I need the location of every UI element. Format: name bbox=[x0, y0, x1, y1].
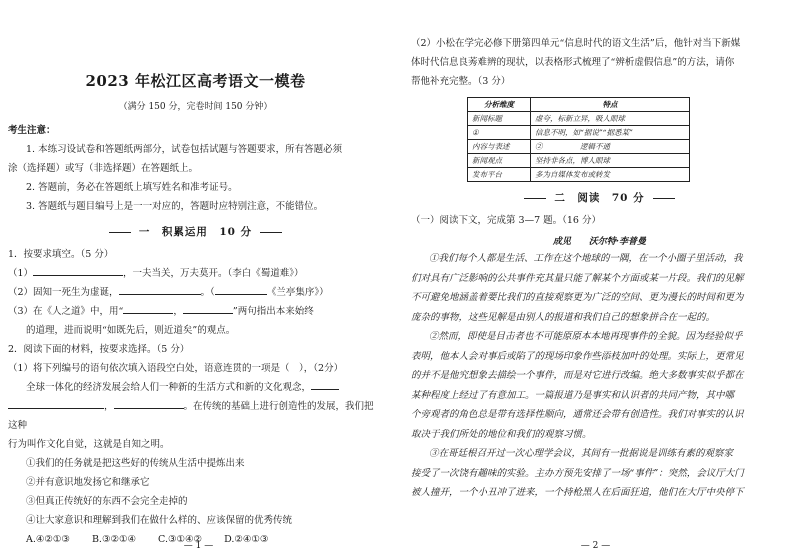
table-cell: 内容与表述 bbox=[468, 140, 531, 154]
question-1-2 bbox=[8, 283, 383, 302]
q1-2-text: （2）固知一死生为虚诞， bbox=[8, 287, 119, 298]
para-2-line-2: 表明，他本人会对事后或陷了的现场印象作些添枝加叶的处理。实际上，更常见 bbox=[411, 350, 744, 362]
notice-heading: 考生注意： bbox=[8, 125, 56, 136]
q1-1-label: （1） bbox=[8, 268, 34, 279]
page-number-left: — 1 — bbox=[183, 541, 214, 551]
question-1-3-cont: 的道理，进而说明“如既先后，则近道矣”的观点。 bbox=[26, 325, 236, 336]
para-3-line-3: 被人撞开，一个小丑冲了进来，一个持枪黑人在后面狂追，他们在大厅中央停下 bbox=[411, 487, 744, 498]
section-1-title bbox=[8, 224, 383, 239]
q2-item-1: ①我们的任务就是把这些好的传统从生活中提炼出来 bbox=[26, 458, 245, 469]
answer-blank[interactable] bbox=[123, 303, 173, 314]
rule-right bbox=[653, 198, 675, 199]
table-cell: 发布平台 bbox=[468, 168, 531, 182]
analysis-table bbox=[467, 97, 690, 182]
answer-blank[interactable] bbox=[119, 284, 201, 295]
q1-2-mid: 。（ bbox=[200, 287, 215, 298]
q2-item-3: ③但真正传统好的东西不会完全走掉的 bbox=[26, 496, 188, 507]
answer-blank[interactable] bbox=[215, 284, 267, 295]
table-row bbox=[468, 168, 690, 182]
q2-2-line-2: 体时代信息良莠难辨的现状，以表格形式梳理了“辨析虚假信息”的方法，请你 bbox=[411, 57, 735, 68]
answer-blank[interactable] bbox=[183, 303, 233, 314]
answer-blank[interactable] bbox=[114, 398, 184, 409]
para-1-line-4: 庞杂的事物，这些见解是由别人的报道和我们自己的想象拼合在一起的。 bbox=[411, 311, 716, 323]
q2-passage-3: 行为叫作文化自觉，这就是自知之明。 bbox=[8, 439, 170, 450]
question-1: 1．按要求填空。（5 分） bbox=[8, 249, 114, 260]
right-page bbox=[397, 0, 794, 559]
para-2-line-1: ②然而，即使是目击者也不可能原原本本地再现事件的全貌。因为经验似乎 bbox=[429, 331, 743, 342]
para-3-line-1: ③在哥廷根召开过一次心理学会议，其间有一批据说是训练有素的观察家 bbox=[429, 448, 734, 459]
q1-3-comma: ， bbox=[173, 306, 183, 317]
q1-3-text: （3）在《人之道》中，用“ bbox=[8, 306, 124, 317]
table-header-row bbox=[468, 98, 690, 112]
table-cell: 新闻观点 bbox=[468, 154, 531, 168]
section-2-title bbox=[411, 190, 788, 205]
section-2-label: 二 阅读 70 分 bbox=[554, 192, 645, 204]
para-2-line-4: 某种程度上经过了有意加工。一篇报道乃是事实和认识者的共同产物，其中哪 bbox=[411, 389, 735, 401]
para-2-line-6: 取决于我们所处的地位和我们的观察习惯。 bbox=[411, 428, 592, 440]
para-1-line-3: 不可避免地涵盖着要比我们的直接观察更为广泛的空间、更为漫长的时间和更为 bbox=[411, 292, 744, 303]
rule-left bbox=[109, 232, 131, 233]
notice-2: 2. 答题前，务必在答题纸上填写姓名和准考证号。 bbox=[26, 182, 238, 193]
option-d[interactable]: D.②④①③ bbox=[224, 534, 269, 545]
para-3-line-2: 接受了一次饶有趣味的实验。主办方预先安排了一场“事件”：突然，会议厅大门 bbox=[411, 467, 744, 479]
para-2-line-5: 个旁观者的角色总是带有选择性顺向，通常还会带有创造性。我们对事实的认识 bbox=[411, 409, 744, 420]
question-1-1 bbox=[8, 264, 383, 283]
table-cell[interactable]: ② 逻辑不通 bbox=[531, 140, 690, 154]
q2-passage-text-2: 。在传统的基础上进行创造性的发展，我们把这种 bbox=[8, 401, 374, 431]
question-2-1: （1）将下列编号的语句依次填入语段空白处，语意连贯的一项是（ ），（2分） bbox=[8, 363, 344, 374]
q1-1-text: ，一夫当关，万夫莫开。（李白《蜀道难》） bbox=[123, 268, 304, 279]
exam-title: 2023 年松江区高考语文一模卷 bbox=[85, 72, 306, 90]
table-row bbox=[468, 140, 690, 154]
page-number-right: — 2 — bbox=[580, 541, 611, 551]
question-1-3 bbox=[8, 302, 383, 321]
exam-subtitle: （满分 150 分，完卷时间 150 分钟） bbox=[118, 102, 273, 112]
option-a[interactable]: A.④②①③ bbox=[26, 534, 70, 545]
para-2-line-3: 的并不是他究想象去描绘一个事件，而是对它进行改编。绝大多数事实似乎都在 bbox=[411, 370, 744, 381]
q2-passage-text: 全球一体化的经济发展会给人们一种新的生活方式和新的文化观念， bbox=[26, 382, 312, 393]
para-1-line-2: 们对具有广泛影响的公共事件充其量只能了解某个方面或某一片段。我们的见解 bbox=[411, 272, 744, 284]
q2-passage-1 bbox=[8, 378, 383, 397]
table-header: 特点 bbox=[531, 98, 690, 112]
notice-1: 1. 本练习设试卷和答题纸两部分，试卷包括试题与答题要求，所有答题必须 bbox=[26, 144, 343, 155]
q2-item-2: ②并有意识地发扬它和继承它 bbox=[26, 477, 150, 488]
rule-right bbox=[260, 232, 282, 233]
q2-2-line-1: （2）小松在学完必修下册第四单元“信息时代的语文生活”后，他针对当下新媒 bbox=[411, 38, 741, 49]
table-cell: 多为自媒体发布或转发 bbox=[531, 168, 690, 182]
q2-2-line-3: 帮他补充完整。（3 分） bbox=[411, 76, 511, 87]
article-title: 成见 沃尔特·李普曼 bbox=[552, 237, 647, 247]
table-cell: 信息不明，如“据说”“据悉某” bbox=[531, 126, 690, 140]
table-header: 分析维度 bbox=[468, 98, 531, 112]
q1-3-tail: ”两句指出本来始终 bbox=[232, 306, 314, 317]
table-row bbox=[468, 154, 690, 168]
option-c[interactable]: C.③①④② bbox=[158, 534, 203, 545]
table-cell: 坚持非各点，博人眼球 bbox=[531, 154, 690, 168]
q2-passage-2 bbox=[8, 397, 383, 435]
notice-1-cont: 涂（选择题）或写（非选择题）在答题纸上。 bbox=[8, 163, 199, 174]
q1-2-source: 《兰亭集序》） bbox=[266, 287, 329, 298]
para-1-line-1: ①我们每个人都是生活、工作在这个地球的一隅，在一个小圈子里活动，我 bbox=[429, 253, 743, 264]
table-row bbox=[468, 112, 690, 126]
question-2: 2．阅读下面的材料，按要求选择。（5 分） bbox=[8, 344, 190, 355]
option-b[interactable]: B.③②①④ bbox=[91, 534, 137, 545]
table-cell: 虚夸，标新立异，吸人眼球 bbox=[531, 112, 690, 126]
q2-item-4: ④让大家意识和理解到我们在做什么样的、应该保留的优秀传统 bbox=[26, 515, 293, 526]
q2-comma: ， bbox=[104, 401, 114, 412]
table-cell[interactable]: ① bbox=[468, 126, 531, 140]
table-row bbox=[468, 126, 690, 140]
part-1-instruction: （一）阅读下文，完成第 3—7 题。（16 分） bbox=[411, 215, 601, 226]
answer-blank[interactable] bbox=[311, 379, 339, 390]
section-1-label: 一 积累运用 10 分 bbox=[138, 226, 253, 238]
answer-blank[interactable] bbox=[8, 398, 104, 409]
table-cell: 新闻标题 bbox=[468, 112, 531, 126]
answer-blank[interactable] bbox=[33, 265, 123, 276]
notice-3: 3. 答题纸与题目编号上是一一对应的，答题时应特别注意，不能错位。 bbox=[26, 201, 324, 212]
rule-left bbox=[524, 198, 546, 199]
